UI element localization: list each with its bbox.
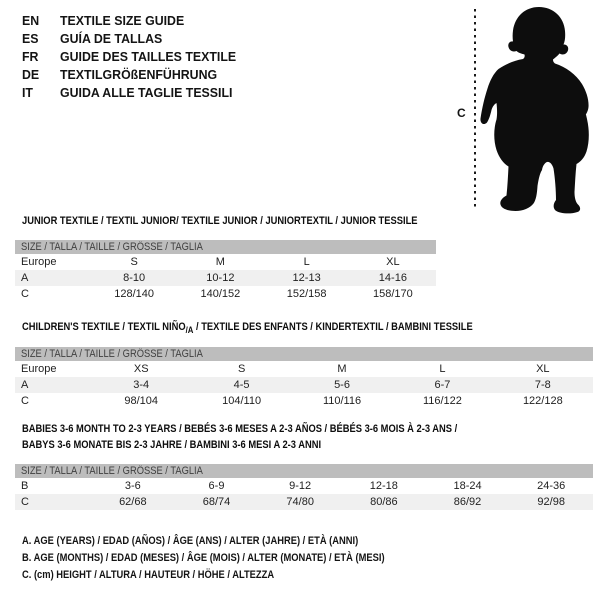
table-cell: 18-24 — [453, 480, 482, 492]
language-label: TEXTILE SIZE GUIDE — [60, 13, 185, 28]
language-code: EN — [22, 13, 40, 28]
babies-table-title — [22, 421, 534, 453]
table-cell: 8-10 — [123, 272, 146, 284]
toddler-silhouette — [480, 7, 588, 213]
table-row-age — [15, 270, 436, 286]
table-row-europe — [15, 361, 593, 377]
legend-note-b — [22, 550, 449, 567]
table-cell: 4-5 — [233, 379, 250, 391]
table-cell: 7-8 — [534, 379, 551, 391]
junior-size-table — [15, 240, 436, 302]
table-row-age-months — [15, 478, 593, 494]
table-cell: M — [337, 363, 347, 375]
table-cell: 116/122 — [422, 395, 462, 407]
legend-notes — [22, 533, 449, 584]
language-label: GUIDA ALLE TAGLIE TESSILI — [60, 85, 233, 100]
babies-size-table — [15, 464, 593, 510]
table-cell: 104/110 — [222, 395, 262, 407]
table-cell: 6-7 — [434, 379, 451, 391]
size-header-bar — [15, 347, 593, 361]
table-cell: 68/74 — [202, 496, 231, 508]
table-cell: L — [439, 363, 446, 375]
size-header-text: SIZE / TALLA / TAILLE / GRÖSSE / TAGLIA — [21, 348, 203, 360]
row-label: A — [21, 379, 29, 391]
language-label: GUIDE DES TAILLES TEXTILE — [60, 49, 237, 64]
language-row — [22, 30, 245, 48]
children-size-table — [15, 347, 593, 409]
table-cell: 3-6 — [124, 480, 141, 492]
table-cell: 6-9 — [208, 480, 225, 492]
legend-note-c-text: C. (cm) HEIGHT / ALTURA / HAUTEUR / HÖHE / ALTEZZA — [22, 569, 275, 581]
table-cell: XS — [133, 363, 149, 375]
size-header-text: SIZE / TALLA / TAILLE / GRÖSSE / TAGLIA — [21, 241, 203, 253]
table-cell: 122/128 — [522, 395, 563, 407]
children-title-sub: /A — [185, 325, 194, 336]
babies-table-title-line1: BABIES 3-6 MONTH TO 2-3 YEARS / BEBÉS 3-6 MESES A 2-3 AÑOS / BÉBÉS 3-6 MOIS À 2-3 ANS / — [22, 423, 458, 435]
table-cell: 80/86 — [370, 496, 398, 508]
language-label: GUÍA DE TALLAS — [60, 31, 163, 46]
table-cell: XL — [386, 256, 400, 268]
table-row-europe — [15, 254, 436, 270]
language-row — [22, 66, 245, 84]
babies-table-title-line2: BABYS 3-6 MONATE BIS 2-3 JAHRE / BAMBINI 3-6 MESI A 2-3 ANNI — [22, 439, 322, 451]
height-measure-label: C — [457, 106, 466, 120]
size-header-text: SIZE / TALLA / TAILLE / GRÖSSE / TAGLIA — [21, 465, 203, 477]
language-code: FR — [22, 49, 39, 64]
junior-table-title — [22, 213, 487, 229]
table-cell: 98/104 — [124, 395, 159, 407]
table-cell: 110/116 — [322, 395, 362, 407]
children-title-pre: CHILDREN'S TEXTILE / TEXTIL NIÑO — [22, 321, 186, 333]
children-title-post: / TEXTILE DES ENFANTS / KINDERTEXTIL / BAMBINI TESSILE — [193, 321, 473, 333]
table-cell: M — [215, 256, 225, 268]
row-label: A — [21, 272, 29, 284]
table-cell: 74/80 — [286, 496, 314, 508]
table-cell: 14-16 — [378, 272, 407, 284]
children-table-title — [22, 319, 552, 338]
size-header-bar — [15, 464, 593, 478]
table-cell: S — [130, 256, 138, 268]
table-cell: 3-4 — [133, 379, 150, 391]
language-row — [22, 48, 245, 66]
row-label: C — [21, 288, 29, 300]
legend-note-a — [22, 533, 449, 550]
language-list — [22, 12, 245, 102]
table-cell: 62/68 — [119, 496, 147, 508]
row-label: C — [21, 395, 29, 407]
language-label: TEXTILGRÖßENFÜHRUNG — [60, 67, 218, 82]
language-code: DE — [22, 67, 40, 82]
table-row-height — [15, 286, 436, 302]
legend-note-b-text: B. AGE (MONTHS) / EDAD (MESES) / ÂGE (MOIS) / ALTER (MONATE) / ETÀ (MESI) — [22, 552, 385, 564]
table-cell: 158/170 — [372, 288, 413, 300]
language-code: IT — [22, 85, 33, 100]
table-cell: XL — [536, 363, 550, 375]
table-cell: 128/140 — [114, 288, 154, 300]
table-cell: 5-6 — [334, 379, 350, 391]
children-table-title-text — [22, 319, 473, 338]
legend-note-a-text: A. AGE (YEARS) / EDAD (AÑOS) / ÂGE (ANS) / ALTER (JAHRE) / ETÀ (ANNI) — [22, 535, 359, 547]
table-cell: 152/158 — [286, 288, 327, 300]
table-cell: S — [237, 363, 246, 375]
legend-note-c — [22, 567, 449, 584]
table-cell: L — [303, 256, 310, 268]
table-cell: 12-18 — [369, 480, 398, 492]
table-cell: 12-13 — [292, 272, 321, 284]
table-row-height — [15, 393, 593, 409]
table-row-age — [15, 377, 593, 393]
language-code: ES — [22, 31, 39, 46]
language-row — [22, 84, 245, 102]
table-cell: 24-36 — [537, 480, 566, 492]
toddler-figure — [440, 0, 600, 220]
size-header-bar — [15, 240, 436, 254]
language-row — [22, 12, 245, 30]
row-label: Europe — [21, 256, 57, 268]
junior-table-title-text: JUNIOR TEXTILE / TEXTIL JUNIOR/ TEXTILE JUNIOR / JUNIORTEXTIL / JUNIOR TESSILE — [22, 215, 418, 227]
table-cell: 9-12 — [289, 480, 312, 492]
table-cell: 92/98 — [537, 496, 565, 508]
table-cell: 10-12 — [206, 272, 235, 284]
table-cell: 86/92 — [453, 496, 482, 508]
row-label: B — [21, 480, 29, 492]
table-row-height — [15, 494, 593, 510]
row-label: C — [21, 496, 29, 508]
table-cell: 140/152 — [200, 288, 241, 300]
row-label: Europe — [21, 363, 57, 375]
